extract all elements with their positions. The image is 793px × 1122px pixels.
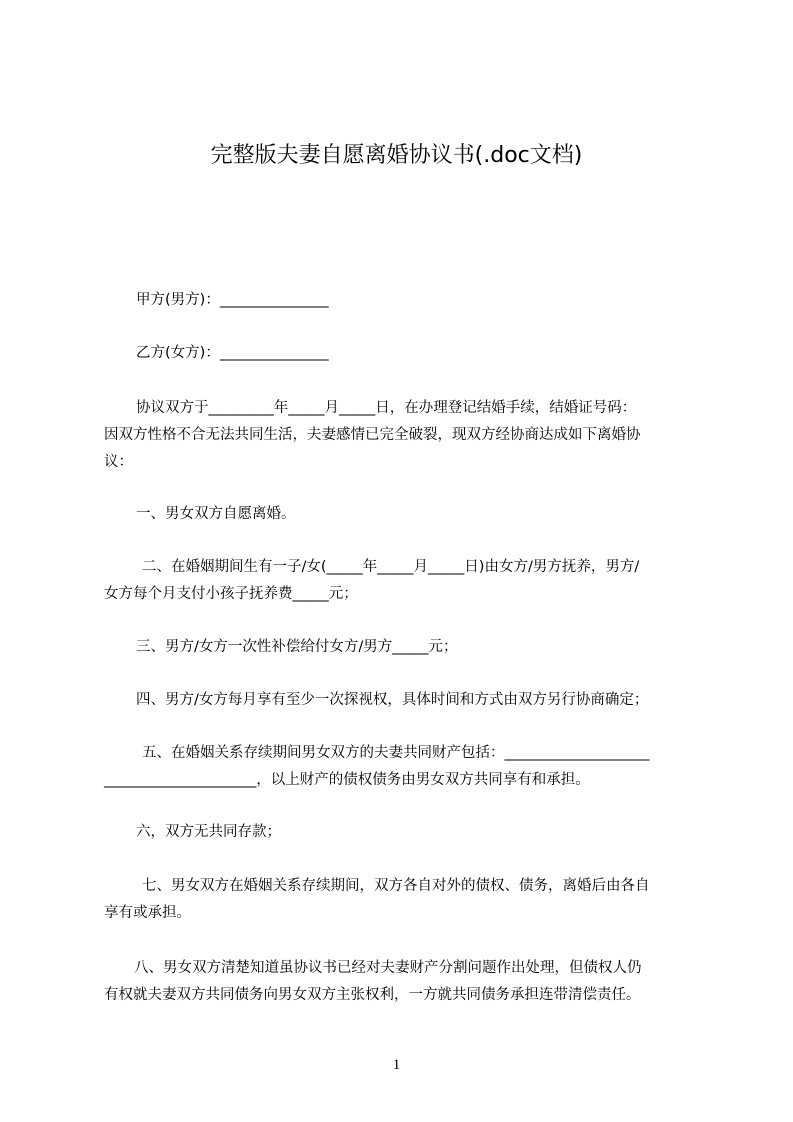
clause-1 — [104, 501, 704, 528]
intro-line-1: 协议双方于_________年_____月_____日，在办理登记结婚手续，结婚证号码： — [136, 400, 637, 416]
party-a-line — [104, 287, 704, 314]
clause-2 — [104, 554, 704, 608]
page-number: 1 — [392, 1057, 401, 1073]
intro-line-3: 议： — [104, 454, 133, 470]
clause-5-line-1: 五、在婚姻关系存续期间男女双方的夫妻共同财产包括：____________________ — [142, 745, 650, 761]
clause-3-text: 三、男方/女方一次性补偿给付女方/男方_____元； — [136, 639, 458, 655]
party-b-text: 乙方(女方)：_______________ — [136, 345, 329, 361]
clause-8 — [104, 955, 704, 1009]
clause-2-line-1: 二、在婚姻期间生有一子/女(_____年_____月_____日)由女方/男方抚养，男方/ — [142, 559, 640, 575]
party-b-line — [104, 340, 704, 367]
intro-line-2: 因双方性格不合无法共同生活，夫妻感情已完全破裂，现双方经协商达成如下离婚协 — [104, 427, 641, 443]
clause-7-line-1: 七、男女双方在婚姻关系存续期间，双方各自对外的债权、债务，离婚后由各自 — [142, 878, 650, 894]
party-a-text: 甲方(男方)：_______________ — [136, 292, 329, 308]
clause-6-text: 六，双方无共同存款； — [136, 824, 281, 840]
clause-4 — [104, 687, 704, 714]
intro-paragraph — [104, 395, 704, 476]
clause-5 — [104, 740, 704, 794]
clause-3 — [104, 634, 704, 661]
clause-8-line-2: 有权就夫妻双方共同债务向男女双方主张权利，一方就共同债务承担连带清偿责任。 — [104, 987, 641, 1003]
clause-2-line-2: 女方每个月支付小孩子抚养费_____元； — [104, 586, 358, 602]
clause-7 — [104, 873, 704, 927]
clause-6 — [104, 819, 704, 846]
clause-5-line-2: _____________________，以上财产的债权债务由男女双方共同享有和承担。 — [104, 772, 590, 788]
clause-1-text: 一、男女双方自愿离婚。 — [136, 506, 296, 522]
clause-4-text: 四、男方/女方每月享有至少一次探视权，具体时间和方式由双方另行协商确定； — [136, 692, 649, 708]
clause-8-line-1: 八、男女双方清楚知道虽协议书已经对夫妻财产分割问题作出处理，但债权人仍 — [134, 960, 642, 976]
page-title: 完整版夫妻自愿离婚协议书(.doc文档) — [210, 143, 583, 168]
clause-7-line-2: 享有或承担。 — [104, 905, 191, 921]
